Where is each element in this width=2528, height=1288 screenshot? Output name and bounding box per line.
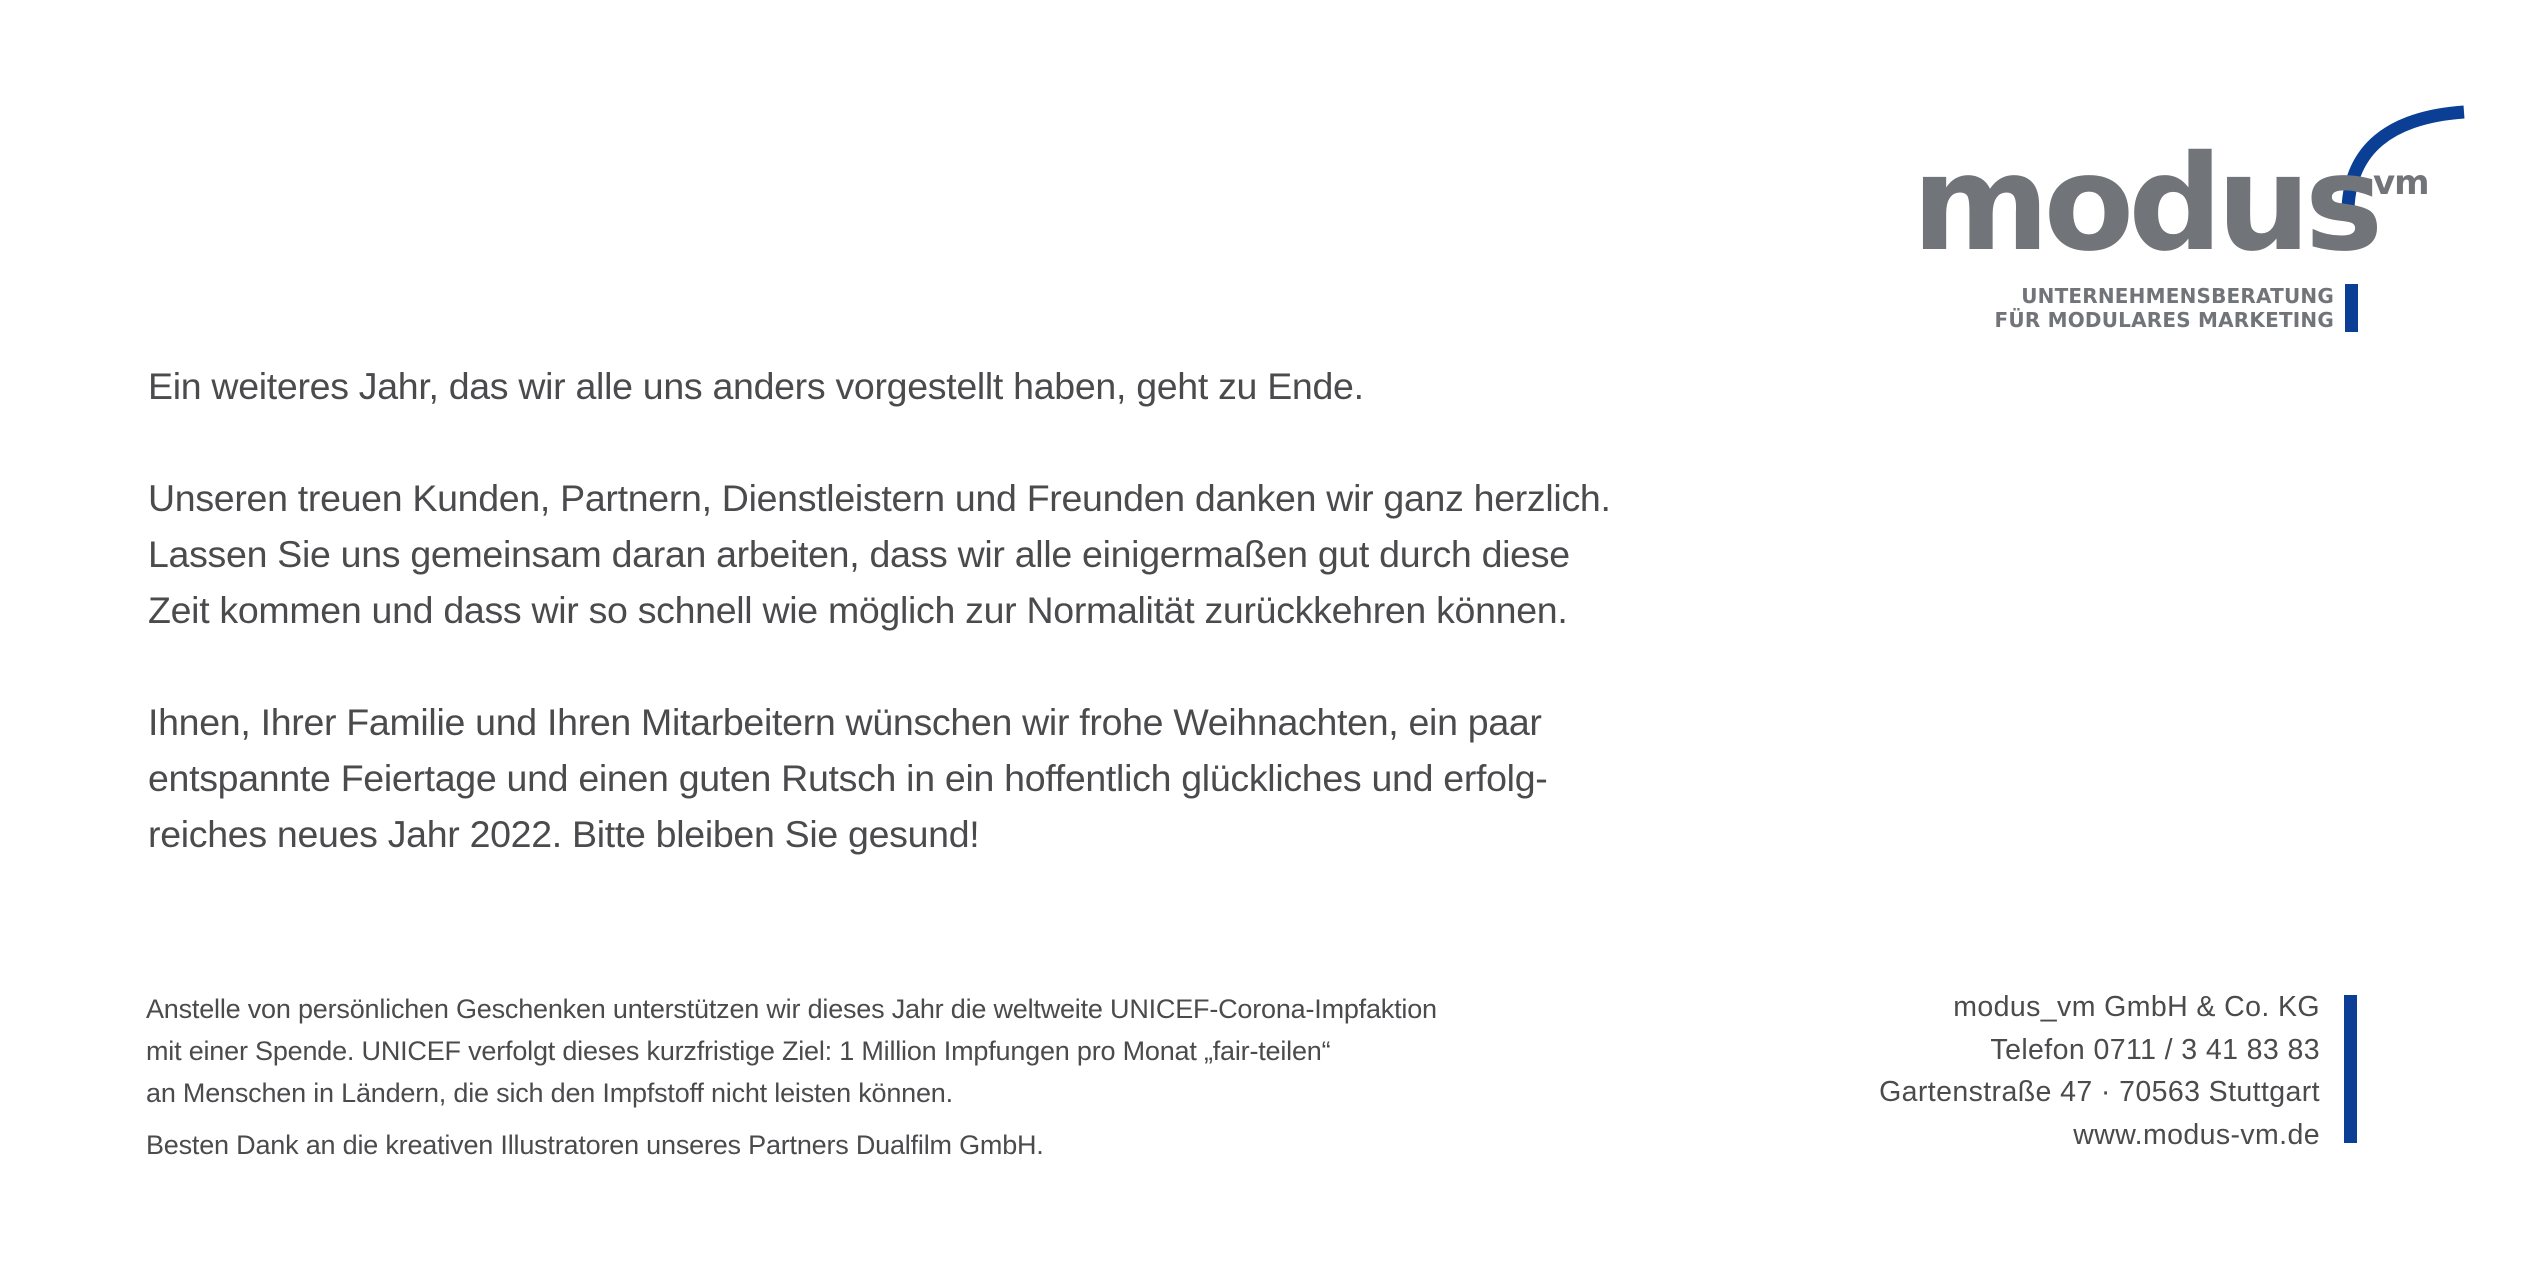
contact-block: [1879, 986, 2320, 1156]
paragraph-thanks: [148, 470, 1868, 638]
paragraph-line: Ihnen, Ihrer Familie und Ihren Mitarbeitern wünschen wir frohe Weihnachten, ein paar: [148, 701, 1542, 743]
company-logo: [1900, 100, 2460, 340]
logo-accent-bar: [2345, 284, 2358, 332]
letter-body: [148, 358, 1868, 862]
paragraph-line: Ein weiteres Jahr, das wir alle uns anders vorgestellt haben, geht zu Ende.: [148, 365, 1364, 407]
contact-accent-bar: [2344, 995, 2357, 1143]
paragraph-line: reiches neues Jahr 2022. Bitte bleiben Sie gesund!: [148, 813, 980, 855]
paragraph-intro: [148, 358, 1868, 414]
phone-number: Telefon 0711 / 3 41 83 83: [1990, 1033, 2320, 1066]
logo-tagline-line2: FÜR MODULARES MARKETING: [1994, 308, 2334, 332]
illustrator-credit: Besten Dank an die kreativen Illustratoren unseres Partners Dualfilm GmbH.: [146, 1130, 1044, 1160]
logo-wordmark: modus: [1912, 127, 2378, 281]
street-address: Gartenstraße 47 · 70563 Stuttgart: [1879, 1076, 2320, 1108]
paragraph-line: Unseren treuen Kunden, Partnern, Dienstleistern und Freunden danken wir ganz herzlich.: [148, 477, 1611, 519]
paragraph-line: entspannte Feiertage und einen guten Rutsch in ein hoffentlich glückliches und erfolg-: [148, 757, 1548, 799]
paragraph-line: Lassen Sie uns gemeinsam daran arbeiten, dass wir alle einigermaßen gut durch diese: [148, 533, 1570, 575]
paragraph-line: Zeit kommen und dass wir so schnell wie möglich zur Normalität zurückkehren können.: [148, 589, 1568, 631]
logo-tagline-line1: UNTERNEHMENSBERATUNG: [2021, 284, 2334, 308]
website-link[interactable]: www.modus-vm.de: [2073, 1118, 2320, 1151]
donation-note: [146, 988, 1746, 1166]
donation-note-line: Anstelle von persönlichen Geschenken unterstützen wir dieses Jahr die weltweite UNICEF-Corona-Impfaktion: [146, 994, 1437, 1024]
donation-note-line: an Menschen in Ländern, die sich den Impfstoff nicht leisten können.: [146, 1078, 953, 1108]
company-name: modus_vm GmbH & Co. KG: [1953, 991, 2320, 1023]
paragraph-wishes: [148, 694, 1868, 862]
donation-note-line: mit einer Spende. UNICEF verfolgt dieses kurzfristige Ziel: 1 Million Impfungen pro Monat „fair-teilen“: [146, 1036, 1331, 1066]
logo-superscript: vm: [2373, 163, 2429, 203]
